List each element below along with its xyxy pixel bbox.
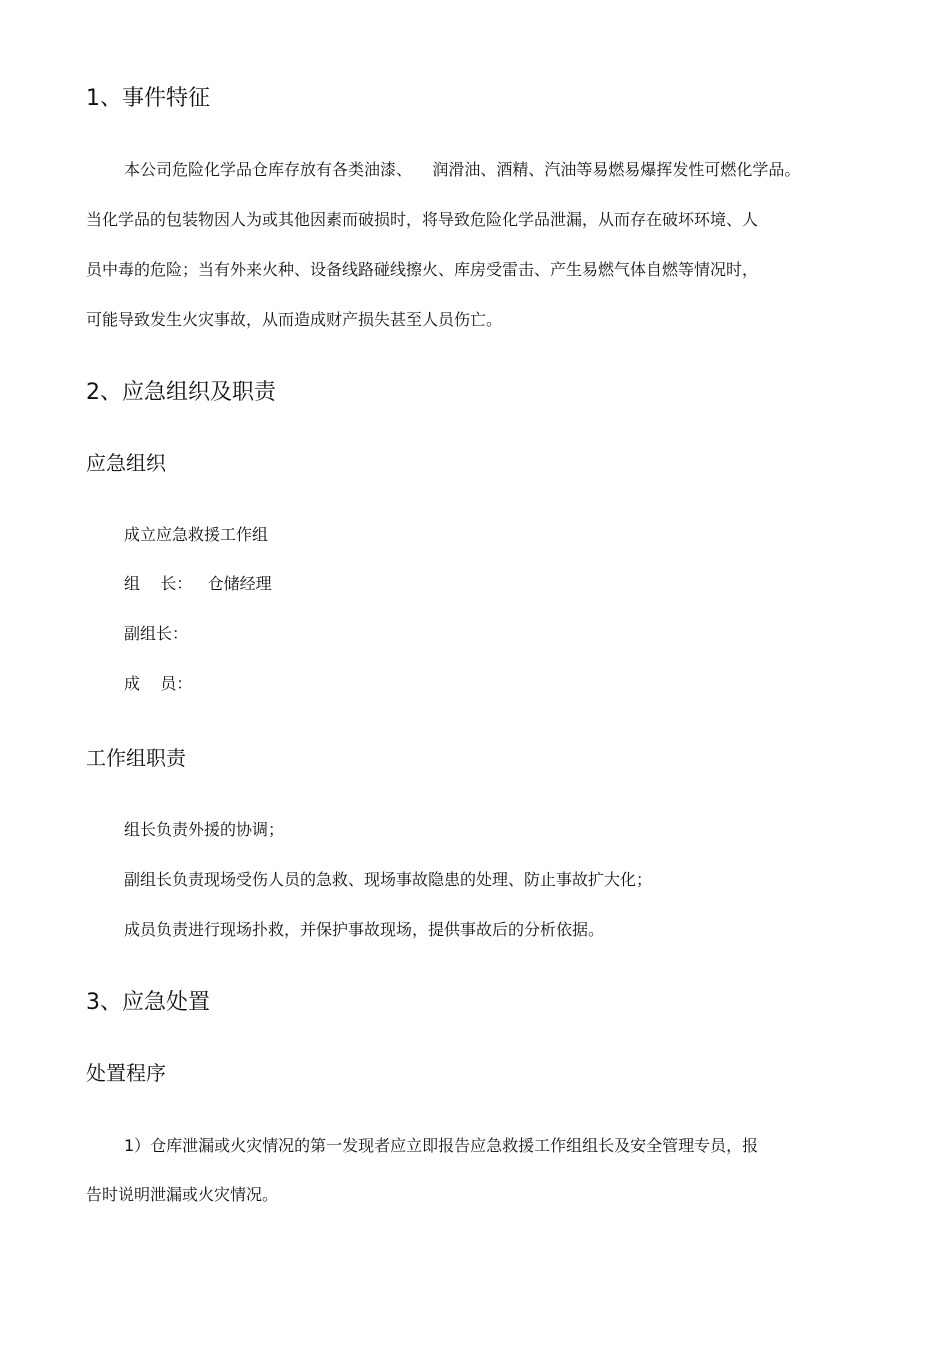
paragraph-line: 本公司危险化学品仓库存放有各类油漆、 润滑油、酒精、汽油等易燃易爆挥发性可燃化学品。 bbox=[124, 160, 801, 179]
procedure-line: 1）仓库泄漏或火灾情况的第一发现者应立即报告应急救援工作组组长及安全管理专员，报 bbox=[124, 1136, 759, 1155]
procedure-line: 告时说明泄漏或火灾情况。 bbox=[86, 1185, 279, 1204]
org-line: 成 员： bbox=[124, 674, 193, 693]
section-2-heading: 2、应急组织及职责 bbox=[86, 380, 276, 405]
org-subheading: 应急组织 bbox=[86, 451, 166, 475]
duty-line: 组长负责外援的协调； bbox=[124, 820, 285, 839]
org-line: 副组长： bbox=[124, 624, 189, 643]
section-1-heading: 1、事件特征 bbox=[86, 86, 210, 111]
paragraph-line: 员中毒的危险；当有外来火种、设备线路碰线擦火、库房受雷击、产生易燃气体自燃等情况时， bbox=[86, 260, 759, 279]
section-3-heading: 3、应急处置 bbox=[86, 990, 210, 1015]
duties-subheading: 工作组职责 bbox=[86, 746, 186, 770]
duty-line: 成员负责进行现场扑救，并保护事故现场，提供事故后的分析依据。 bbox=[124, 920, 605, 939]
org-line: 成立应急救援工作组 bbox=[124, 525, 269, 544]
duty-line: 副组长负责现场受伤人员的急救、现场事故隐患的处理、防止事故扩大化； bbox=[124, 870, 653, 889]
procedure-subheading: 处置程序 bbox=[86, 1061, 166, 1085]
paragraph-line: 可能导致发生火灾事故，从而造成财产损失甚至人员伤亡。 bbox=[86, 310, 503, 329]
org-line: 组 长： 仓储经理 bbox=[124, 574, 272, 593]
paragraph-line: 当化学品的包装物因人为或其他因素而破损时，将导致危险化学品泄漏，从而存在破坏环境、人 bbox=[86, 210, 759, 229]
